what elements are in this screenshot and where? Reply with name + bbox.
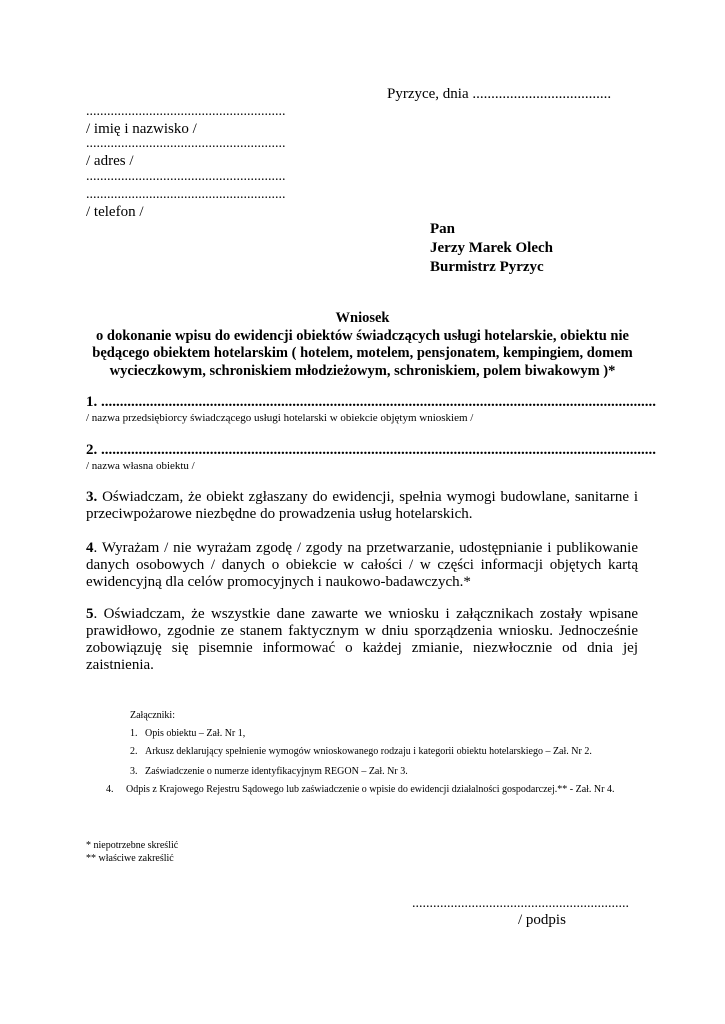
addressee-name: Jerzy Marek Olech xyxy=(430,240,554,256)
addressee-title: Pan xyxy=(430,221,456,237)
field-1-line xyxy=(86,394,656,411)
signature-dots: .............................................................. xyxy=(412,896,629,911)
field-2-label: / nazwa własna obiektu / xyxy=(86,460,195,472)
field-1-label: / nazwa przedsiębiorcy świadczącego usługi hotelarski w obiekcie objętym wnioskiem / xyxy=(86,412,474,424)
attachment-text: Zaświadczenie o numerze identyfikacyjnym REGON – Zał. Nr 3. xyxy=(145,766,408,777)
statement-5-text: . Oświadczam, że wszystkie dane zawarte we wniosku i załącznikach zostały wpisane prawidłowo, zgodnie ze stanem faktycznym w dniu sporządzenia wniosku. Jednocześnie zobowiązuję się pisemnie informować o każdej zmianie, niezwłocznie od dnia jej zaistnienia. xyxy=(86,606,638,673)
phone-label: / telefon / xyxy=(86,204,144,220)
title-line-2: będącego obiektem hotelarskim ( hotelem, motelem, pensjonatem, kempingiem, domem xyxy=(92,345,633,361)
title-line-3: wycieczkowym, schroniskiem młodzieżowym, schroniskiem, polem biwakowym )* xyxy=(109,362,616,379)
title-line-1: o dokonanie wpisu do ewidencji obiektów świadczących usługi hotelarskie, obiektu nie xyxy=(96,327,629,344)
statement-4-text: . Wyrażam / nie wyrażam zgodę / zgody na przetwarzanie, udostępnianie i publikowanie danych osobowych / danych o obiekcie w całości / w części informacji objętych kartą ewidencyjną dla celów promocyjnych i naukowo-badawczych.* xyxy=(86,540,638,590)
statement-3-number: 3. xyxy=(86,489,98,505)
field-2-dots: .................................................................................................................................................... xyxy=(97,442,656,458)
address-dots-2: ......................................................... xyxy=(86,169,286,184)
attachment-item xyxy=(130,746,592,758)
name-label: / imię i nazwisko / xyxy=(86,121,197,137)
attachment-item xyxy=(130,728,245,740)
attachment-text: Opis obiektu – Zał. Nr 1, xyxy=(145,728,246,739)
attachment-item xyxy=(106,784,646,796)
attachment-number: 3. xyxy=(130,766,138,777)
address-label: / adres / xyxy=(86,153,134,169)
attachment-text: Odpis z Krajowego Rejestru Sądowego lub zaświadczenie o wpisie do ewidencji działalności gospodarczej.** - Zał. Nr 4. xyxy=(126,784,615,795)
field-2-number: 2. xyxy=(86,442,98,458)
statement-3-text: Oświadczam, że obiekt zgłaszany do ewidencji, spełnia wymogi budowlane, sanitarne i przeciwpożarowe niezbędne do prowadzenia usług hotelarskich. xyxy=(86,489,638,522)
attachment-item xyxy=(130,766,408,778)
signature-label: / podpis xyxy=(518,912,566,928)
place-date: Pyrzyce, dnia ..................................... xyxy=(387,86,612,102)
statement-5-number: 5 xyxy=(86,606,94,622)
statement-5 xyxy=(86,606,638,674)
statement-3 xyxy=(86,489,638,523)
field-1-dots: .................................................................................................................................................... xyxy=(97,394,656,410)
address-dots-1: ......................................................... xyxy=(86,136,286,151)
attachment-number: 2. xyxy=(130,746,138,757)
statement-4-number: 4 xyxy=(86,540,94,556)
document-title xyxy=(80,310,645,380)
attachment-text: Arkusz deklarujący spełnienie wymogów wnioskowanego rodzaju i kategorii obiektu hotelarskiego – Zał. Nr 2. xyxy=(145,746,592,757)
attachments-heading: Załączniki: xyxy=(130,710,175,721)
addressee-position: Burmistrz Pyrzyc xyxy=(430,259,544,275)
field-2-line xyxy=(86,442,656,459)
attachment-number: 4. xyxy=(106,784,114,795)
attachment-number: 1. xyxy=(130,728,138,739)
footnote-1: * niepotrzebne skreślić xyxy=(86,840,179,851)
field-1-number: 1. xyxy=(86,394,98,410)
name-dots: ......................................................... xyxy=(86,104,286,119)
title-heading: Wniosek xyxy=(335,310,390,326)
phone-dots: ......................................................... xyxy=(86,187,286,202)
statement-4 xyxy=(86,540,638,591)
footnote-2: ** właściwe zakreślić xyxy=(86,853,174,864)
